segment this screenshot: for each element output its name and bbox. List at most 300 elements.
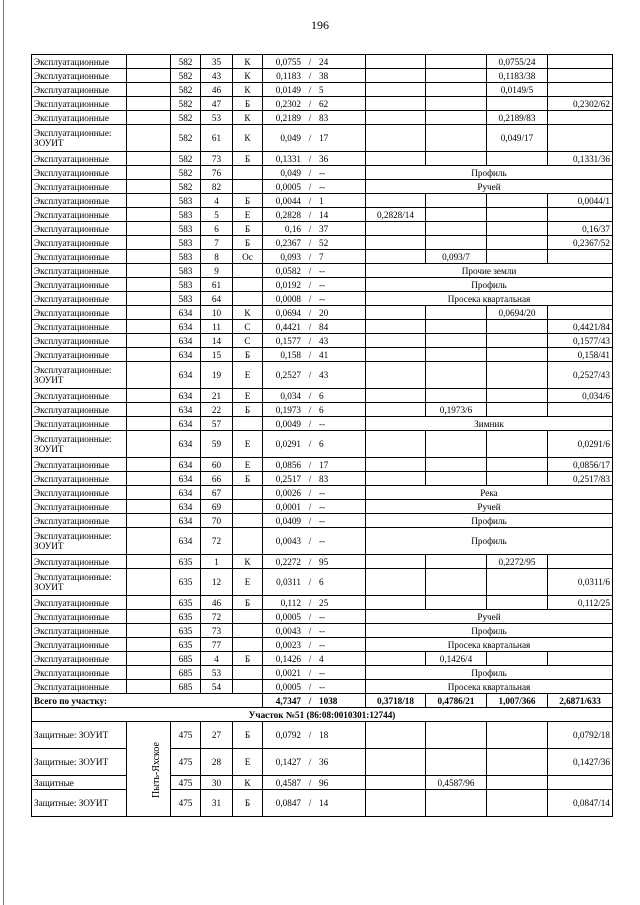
forestry-cell xyxy=(127,152,171,166)
area-cell xyxy=(263,776,366,790)
purpose-cell: Эксплуатационные xyxy=(32,555,127,569)
group3-cell xyxy=(487,97,548,111)
purpose-cell: Эксплуатационные xyxy=(32,97,127,111)
forestry-cell xyxy=(127,83,171,97)
land-type-cell: Прочие земли xyxy=(366,264,613,278)
table-row xyxy=(32,83,613,97)
area-cell xyxy=(263,208,366,222)
area-separator: / xyxy=(308,777,312,788)
area-separator: / xyxy=(308,730,312,740)
tax-value: -- xyxy=(319,167,326,178)
group2-cell xyxy=(426,236,487,250)
forestry-cell xyxy=(127,528,171,555)
tax-value: 25 xyxy=(319,597,329,608)
category-cell: Б xyxy=(233,472,263,486)
quarter-cell: 634 xyxy=(171,472,201,486)
category-cell xyxy=(233,680,263,694)
table-row xyxy=(32,69,613,83)
group2-cell xyxy=(426,334,487,348)
area-separator: / xyxy=(308,611,312,622)
quarter-cell: 635 xyxy=(171,638,201,652)
quarter-cell: 634 xyxy=(171,486,201,500)
group3-cell xyxy=(487,389,548,403)
group4-cell xyxy=(548,250,613,264)
group1-cell xyxy=(366,111,426,125)
tax-value: 17 xyxy=(319,459,329,470)
quarter-cell: 635 xyxy=(171,610,201,624)
land-type-cell: Профиль xyxy=(366,528,613,555)
forestry-cell xyxy=(127,306,171,320)
group2-cell: 0,1426/4 xyxy=(426,652,487,666)
table-row xyxy=(32,264,613,278)
plot-cell: 66 xyxy=(201,472,233,486)
area-separator: / xyxy=(308,209,312,220)
group3-cell: 0,2272/95 xyxy=(487,555,548,569)
group3-cell xyxy=(487,596,548,610)
area-separator: / xyxy=(308,418,312,429)
purpose-cell: Эксплуатационные: ЗОУИТ xyxy=(32,431,127,458)
purpose-cell: Эксплуатационные xyxy=(32,236,127,250)
group4-cell xyxy=(548,55,613,69)
area-separator: / xyxy=(308,181,312,192)
table-row xyxy=(32,514,613,528)
group2-cell xyxy=(426,152,487,166)
group2-cell xyxy=(426,790,487,817)
table-row xyxy=(32,362,613,389)
area-value: 0,0023 xyxy=(275,639,301,650)
area-value: 0,0755 xyxy=(275,56,301,67)
table-row xyxy=(32,569,613,596)
table-row xyxy=(32,125,613,152)
quarter-cell: 582 xyxy=(171,55,201,69)
forestry-cell xyxy=(127,403,171,417)
quarter-cell: 582 xyxy=(171,180,201,194)
table-row xyxy=(32,320,613,334)
area-separator: / xyxy=(308,237,312,248)
table-row xyxy=(32,638,613,652)
area-separator: / xyxy=(308,70,312,81)
category-cell: Е xyxy=(233,749,263,776)
group3-cell xyxy=(487,776,548,790)
quarter-cell: 634 xyxy=(171,431,201,458)
area-separator: / xyxy=(308,307,312,318)
forestry-cell xyxy=(127,486,171,500)
plot-cell: 7 xyxy=(201,236,233,250)
category-cell: Е xyxy=(233,458,263,472)
area-separator: / xyxy=(308,195,312,206)
area-cell xyxy=(263,362,366,389)
purpose-cell: Эксплуатационные xyxy=(32,264,127,278)
group3-cell xyxy=(487,431,548,458)
group4-cell: 0,034/6 xyxy=(548,389,613,403)
group1-cell xyxy=(366,403,426,417)
category-cell: Б xyxy=(233,403,263,417)
group3-cell: 0,1183/38 xyxy=(487,69,548,83)
group2-cell xyxy=(426,348,487,362)
plot-cell: 11 xyxy=(201,320,233,334)
group4-cell: 0,0311/6 xyxy=(548,569,613,596)
total-label: Всего по участку: xyxy=(32,694,263,708)
group1-cell xyxy=(366,555,426,569)
area-separator: / xyxy=(308,473,312,484)
area-value: 0,2272 xyxy=(275,556,301,567)
area-cell xyxy=(263,722,366,749)
page-number: 196 xyxy=(311,18,329,32)
area-cell xyxy=(263,596,366,610)
group3-cell: 0,2189/83 xyxy=(487,111,548,125)
group1-cell xyxy=(366,334,426,348)
forestry-cell xyxy=(127,222,171,236)
tax-value: 84 xyxy=(319,321,329,332)
tax-value: 4 xyxy=(319,653,324,664)
category-cell: Б xyxy=(233,152,263,166)
tax-value: 37 xyxy=(319,223,329,234)
group4-cell xyxy=(548,208,613,222)
plot-cell: 47 xyxy=(201,97,233,111)
area-value: 4,7347 xyxy=(275,695,301,706)
tax-value: 6 xyxy=(319,390,324,401)
plot-cell: 72 xyxy=(201,610,233,624)
purpose-cell: Эксплуатационные xyxy=(32,208,127,222)
section-header-row xyxy=(32,708,613,722)
category-cell xyxy=(233,166,263,180)
group2-cell: 0,093/7 xyxy=(426,250,487,264)
group2-cell xyxy=(426,749,487,776)
tax-value: 38 xyxy=(319,70,329,81)
area-cell xyxy=(263,97,366,111)
tax-value: 43 xyxy=(319,370,329,380)
area-value: 0,1427 xyxy=(275,757,301,767)
plot-cell: 6 xyxy=(201,222,233,236)
area-separator: / xyxy=(308,459,312,470)
group2-cell xyxy=(426,83,487,97)
group1-cell xyxy=(366,348,426,362)
quarter-cell: 635 xyxy=(171,555,201,569)
group2-cell xyxy=(426,472,487,486)
forestry-cell xyxy=(127,348,171,362)
area-value: 0,16 xyxy=(284,223,301,234)
tax-value: 36 xyxy=(319,153,329,164)
table-row xyxy=(32,624,613,638)
purpose-cell: Эксплуатационные xyxy=(32,486,127,500)
plot-cell: 46 xyxy=(201,83,233,97)
category-cell: Б xyxy=(233,97,263,111)
land-type-cell: Профиль xyxy=(366,514,613,528)
tax-value: 1038 xyxy=(319,695,338,706)
group4-cell xyxy=(548,83,613,97)
plot-cell: 59 xyxy=(201,431,233,458)
purpose-cell: Эксплуатационные xyxy=(32,638,127,652)
tax-value: 7 xyxy=(319,251,324,262)
plot-cell: 4 xyxy=(201,194,233,208)
group1-cell: 0,2828/14 xyxy=(366,208,426,222)
quarter-cell: 582 xyxy=(171,97,201,111)
table-row xyxy=(32,528,613,555)
total-group1: 0,3718/18 xyxy=(366,694,426,708)
group4-cell xyxy=(548,555,613,569)
category-cell: С xyxy=(233,334,263,348)
plot-cell: 4 xyxy=(201,652,233,666)
plot-cell: 22 xyxy=(201,403,233,417)
purpose-cell: Эксплуатационные xyxy=(32,69,127,83)
plot-cell: 31 xyxy=(201,790,233,817)
category-cell: Е xyxy=(233,362,263,389)
tax-value: -- xyxy=(319,515,326,526)
area-value: 0,2828 xyxy=(275,209,301,220)
area-separator: / xyxy=(308,404,312,415)
purpose-cell: Эксплуатационные xyxy=(32,500,127,514)
group4-cell: 0,158/41 xyxy=(548,348,613,362)
area-cell xyxy=(263,500,366,514)
area-cell xyxy=(263,528,366,555)
quarter-cell: 634 xyxy=(171,306,201,320)
forestry-cell xyxy=(127,250,171,264)
area-separator: / xyxy=(308,265,312,276)
purpose-cell: Защитные: ЗОУИТ xyxy=(32,749,127,776)
area-separator: / xyxy=(308,653,312,664)
group2-cell xyxy=(426,194,487,208)
purpose-cell: Эксплуатационные xyxy=(32,55,127,69)
table-row xyxy=(32,389,613,403)
plot-cell: 1 xyxy=(201,555,233,569)
area-cell xyxy=(263,55,366,69)
table-row xyxy=(32,652,613,666)
area-value: 0,0847 xyxy=(275,798,301,808)
area-separator: / xyxy=(308,667,312,678)
category-cell xyxy=(233,624,263,638)
tax-value: -- xyxy=(319,181,326,192)
quarter-cell: 635 xyxy=(171,624,201,638)
total-row xyxy=(32,694,613,708)
area-value: 0,158 xyxy=(280,349,301,360)
group1-cell xyxy=(366,362,426,389)
area-cell xyxy=(263,69,366,83)
quarter-cell: 634 xyxy=(171,528,201,555)
group3-cell xyxy=(487,790,548,817)
table-row xyxy=(32,555,613,569)
group2-cell xyxy=(426,111,487,125)
table-row xyxy=(32,292,613,306)
group1-cell xyxy=(366,722,426,749)
group4-cell: 0,0792/18 xyxy=(548,722,613,749)
quarter-cell: 635 xyxy=(171,596,201,610)
forestry-cell xyxy=(127,624,171,638)
group3-cell xyxy=(487,458,548,472)
group2-cell xyxy=(426,222,487,236)
group3-cell xyxy=(487,208,548,222)
category-cell xyxy=(233,486,263,500)
quarter-cell: 583 xyxy=(171,222,201,236)
area-separator: / xyxy=(308,56,312,67)
group1-cell xyxy=(366,320,426,334)
purpose-cell: Эксплуатационные xyxy=(32,292,127,306)
land-type-cell: Ручей xyxy=(366,500,613,514)
category-cell: К xyxy=(233,69,263,83)
group1-cell xyxy=(366,236,426,250)
group3-cell xyxy=(487,194,548,208)
group3-cell xyxy=(487,236,548,250)
area-value: 0,2367 xyxy=(275,237,301,248)
tax-value: -- xyxy=(319,639,326,650)
plot-cell: 54 xyxy=(201,680,233,694)
category-cell: К xyxy=(233,306,263,320)
plot-cell: 35 xyxy=(201,55,233,69)
plot-cell: 77 xyxy=(201,638,233,652)
forestry-cell xyxy=(127,236,171,250)
group2-cell xyxy=(426,362,487,389)
quarter-cell: 635 xyxy=(171,569,201,596)
category-cell: Б xyxy=(233,194,263,208)
category-cell: Б xyxy=(233,236,263,250)
group2-cell xyxy=(426,208,487,222)
group3-cell xyxy=(487,152,548,166)
purpose-cell: Эксплуатационные xyxy=(32,417,127,431)
forestry-cell xyxy=(127,166,171,180)
tax-value: 36 xyxy=(319,757,329,767)
area-value: 0,0856 xyxy=(275,459,301,470)
quarter-cell: 583 xyxy=(171,292,201,306)
purpose-cell: Эксплуатационные xyxy=(32,152,127,166)
group3-cell xyxy=(487,320,548,334)
group4-cell xyxy=(548,125,613,152)
area-cell xyxy=(263,264,366,278)
area-cell xyxy=(263,666,366,680)
plot-cell: 30 xyxy=(201,776,233,790)
area-value: 0,0043 xyxy=(275,625,301,636)
category-cell: К xyxy=(233,125,263,152)
purpose-cell: Эксплуатационные xyxy=(32,222,127,236)
plot-cell: 64 xyxy=(201,292,233,306)
quarter-cell: 634 xyxy=(171,417,201,431)
area-cell xyxy=(263,278,366,292)
area-separator: / xyxy=(308,133,312,143)
category-cell xyxy=(233,278,263,292)
forestry-cell xyxy=(127,596,171,610)
area-separator: / xyxy=(308,487,312,498)
category-cell xyxy=(233,610,263,624)
tax-value: -- xyxy=(319,667,326,678)
forestry-cell xyxy=(127,666,171,680)
group3-cell xyxy=(487,250,548,264)
land-type-cell: Профиль xyxy=(366,666,613,680)
purpose-cell: Защитные: ЗОУИТ xyxy=(32,722,127,749)
quarter-cell: 582 xyxy=(171,152,201,166)
group3-cell xyxy=(487,403,548,417)
area-separator: / xyxy=(308,84,312,95)
area-separator: / xyxy=(308,798,312,808)
plot-cell: 70 xyxy=(201,514,233,528)
area-separator: / xyxy=(308,501,312,512)
area-cell xyxy=(263,403,366,417)
table-row xyxy=(32,403,613,417)
quarter-cell: 583 xyxy=(171,236,201,250)
quarter-cell: 634 xyxy=(171,320,201,334)
forestry-cell xyxy=(127,569,171,596)
purpose-cell: Эксплуатационные xyxy=(32,320,127,334)
tax-value: -- xyxy=(319,501,326,512)
area-value: 0,4421 xyxy=(275,321,301,332)
table-row xyxy=(32,250,613,264)
category-cell: К xyxy=(233,555,263,569)
area-value: 0,0005 xyxy=(275,181,301,192)
area-value: 0,0149 xyxy=(275,84,301,95)
group2-cell xyxy=(426,389,487,403)
category-cell xyxy=(233,514,263,528)
forestry-cell xyxy=(127,555,171,569)
area-cell xyxy=(263,334,366,348)
quarter-cell: 583 xyxy=(171,194,201,208)
tax-value: -- xyxy=(319,265,326,276)
plot-cell: 61 xyxy=(201,125,233,152)
table-row xyxy=(32,722,613,749)
tax-value: 17 xyxy=(319,133,329,143)
group3-cell xyxy=(487,652,548,666)
area-cell xyxy=(263,125,366,152)
table-row xyxy=(32,236,613,250)
area-value: 0,049 xyxy=(280,133,301,143)
quarter-cell: 634 xyxy=(171,334,201,348)
category-cell: Б xyxy=(233,596,263,610)
purpose-cell: Эксплуатационные xyxy=(32,348,127,362)
area-cell xyxy=(263,389,366,403)
area-cell xyxy=(263,486,366,500)
plot-cell: 76 xyxy=(201,166,233,180)
quarter-cell: 634 xyxy=(171,500,201,514)
group1-cell xyxy=(366,194,426,208)
purpose-cell: Эксплуатационные xyxy=(32,472,127,486)
area-separator: / xyxy=(308,98,312,109)
area-cell xyxy=(263,652,366,666)
group1-cell xyxy=(366,55,426,69)
forestry-cell xyxy=(127,514,171,528)
group3-cell: 0,0755/24 xyxy=(487,55,548,69)
forestry-cell xyxy=(127,417,171,431)
area-value: 0,0005 xyxy=(275,611,301,622)
land-type-cell: Река xyxy=(366,486,613,500)
area-value: 0,049 xyxy=(280,167,301,178)
plot-cell: 60 xyxy=(201,458,233,472)
purpose-cell: Эксплуатационные xyxy=(32,596,127,610)
category-cell: Б xyxy=(233,790,263,817)
purpose-cell: Эксплуатационные xyxy=(32,610,127,624)
area-cell xyxy=(263,236,366,250)
category-cell: Б xyxy=(233,348,263,362)
group1-cell xyxy=(366,776,426,790)
category-cell: Е xyxy=(233,208,263,222)
purpose-cell: Эксплуатационные xyxy=(32,111,127,125)
table-row xyxy=(32,486,613,500)
table-row xyxy=(32,208,613,222)
land-type-cell: Зимник xyxy=(366,417,613,431)
land-type-cell: Ручей xyxy=(366,180,613,194)
tax-value: 20 xyxy=(319,307,329,318)
group2-cell xyxy=(426,55,487,69)
table-row xyxy=(32,111,613,125)
group4-cell xyxy=(548,69,613,83)
quarter-cell: 634 xyxy=(171,458,201,472)
tax-value: 1 xyxy=(319,195,324,206)
category-cell xyxy=(233,500,263,514)
forestry-cell xyxy=(127,638,171,652)
area-separator: / xyxy=(308,515,312,526)
area-value: 0,0008 xyxy=(275,293,301,304)
area-cell xyxy=(263,194,366,208)
table-row xyxy=(32,278,613,292)
group3-cell xyxy=(487,222,548,236)
forestry-cell xyxy=(127,458,171,472)
plot-cell: 10 xyxy=(201,306,233,320)
quarter-cell: 583 xyxy=(171,278,201,292)
